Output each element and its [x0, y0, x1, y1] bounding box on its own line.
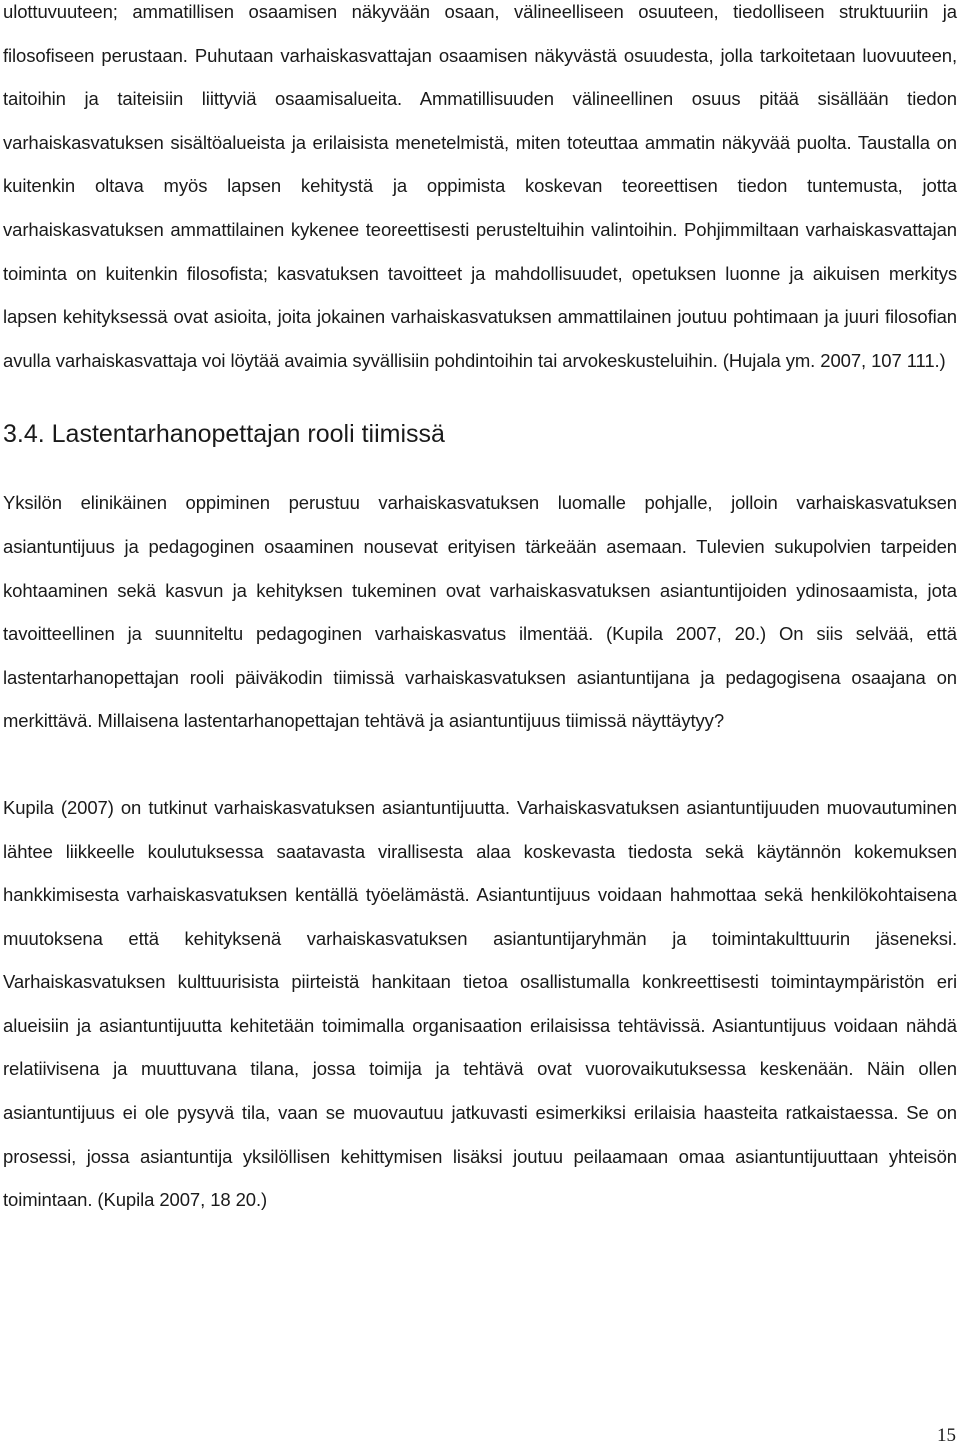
document-page: [3, 0, 957, 1222]
section-heading: 3.4. Lastentarhanopettajan rooli tiimissä: [3, 420, 445, 449]
paragraph-3: Kupila (2007) on tutkinut varhaiskasvatuksen asiantuntijuutta. Varhaiskasvatuksen asiantuntijuuden muovautuminen lähtee liikkeelle koulutuksessa saatavasta virallisesta alaa koskevasta tiedosta sekä käytännön kokemuksen hankkimisesta varhaiskasvatuksen kentällä työelämästä. Asiantuntijuus voidaan hahmottaa sekä henkilökohtaisena muutoksena että kehityksenä varhaiskasvatuksen asiantuntijaryhmän ja toimintakulttuurin jäseneksi. Varhaiskasvatuksen kulttuurisista piirteistä hankitaan tietoa osallistumalla konkreettisesti toimintaympäristön eri alueisiin ja asiantuntijuutta kehitetään toimimalla organisaation erilaisissa tehtävissä. Asiantuntijuus voidaan nähdä relatiivisena ja muuttuvana tilana, jossa toimija ja tehtävä ovat vuorovaikutuksessa keskenään. Näin ollen asiantuntijuus ei ole pysyvä tila, vaan se muovautuu jatkuvasti esimerkiksi erilaisia haasteita ratkaistaessa. Se on prosessi, jossa asiantuntija yksilöllisen kehittymisen lisäksi joutuu peilaamaan omaa asiantuntijuuttaan yhteisön toimintaan. (Kupila 2007, 18 20.): [3, 796, 957, 1211]
paragraph-2: Yksilön elinikäinen oppiminen perustuu varhaiskasvatuksen luomalle pohjalle, jolloin varhaiskasvatuksen asiantuntijuus ja pedagoginen osaaminen nousevat erityisen tärkeään asemaan. Tulevien sukupolvien tarpeiden kohtaaminen sekä kasvun ja kehityksen tukeminen ovat varhaiskasvatuksen asiantuntijoiden ydinosaamista, jota tavoitteellinen ja suunniteltu pedagoginen varhaiskasvatus ilmentää. (Kupila 2007, 20.) On siis selvää, että lastentarhanopettajan rooli päiväkodin tiimissä varhaiskasvatuksen asiantuntijana ja pedagogisena osaajana on merkittävä. Millaisena lastentarhanopettajan tehtävä ja asiantuntijuus tiimissä näyttäytyy?: [3, 492, 957, 732]
page-number: 15: [937, 1425, 956, 1446]
paragraph-1: ulottuvuuteen; ammatillisen osaamisen näkyvään osaan, välineelliseen osuuteen, tiedolliseen struktuuriin ja filosofiseen perustaan. Puhutaan varhaiskasvattajan osaamisen näkyvästä osuudesta, jolla tarkoitetaan luovuuteen, taitoihin ja taiteisiin liittyviä osaamisalueita. Ammatillisuuden välineellinen osuus pitää sisällään tiedon varhaiskasvatuksen sisältöalueista ja erilaisista menetelmistä, miten toteuttaa ammatin näkyvää puolta. Taustalla on kuitenkin oltava myös lapsen kehitystä ja oppimista koskevan teoreettisen tiedon tuntemusta, jotta varhaiskasvatuksen ammattilainen kykenee teoreettisesti perusteltuihin valintoihin. Pohjimmiltaan varhaiskasvattajan toiminta on kuitenkin filosofista; kasvatuksen tavoitteet ja mahdollisuudet, opetuksen luonne ja aikuisen merkitys lapsen kehityksessä ovat asioita, joita jokainen varhaiskasvatuksen ammattilainen joutuu pohtimaan ja juuri filosofian avulla varhaiskasvattaja voi löytää avaimia syvällisiin pohdintoihin tai arvokeskusteluihin. (Hujala ym. 2007, 107 111.): [3, 1, 957, 371]
